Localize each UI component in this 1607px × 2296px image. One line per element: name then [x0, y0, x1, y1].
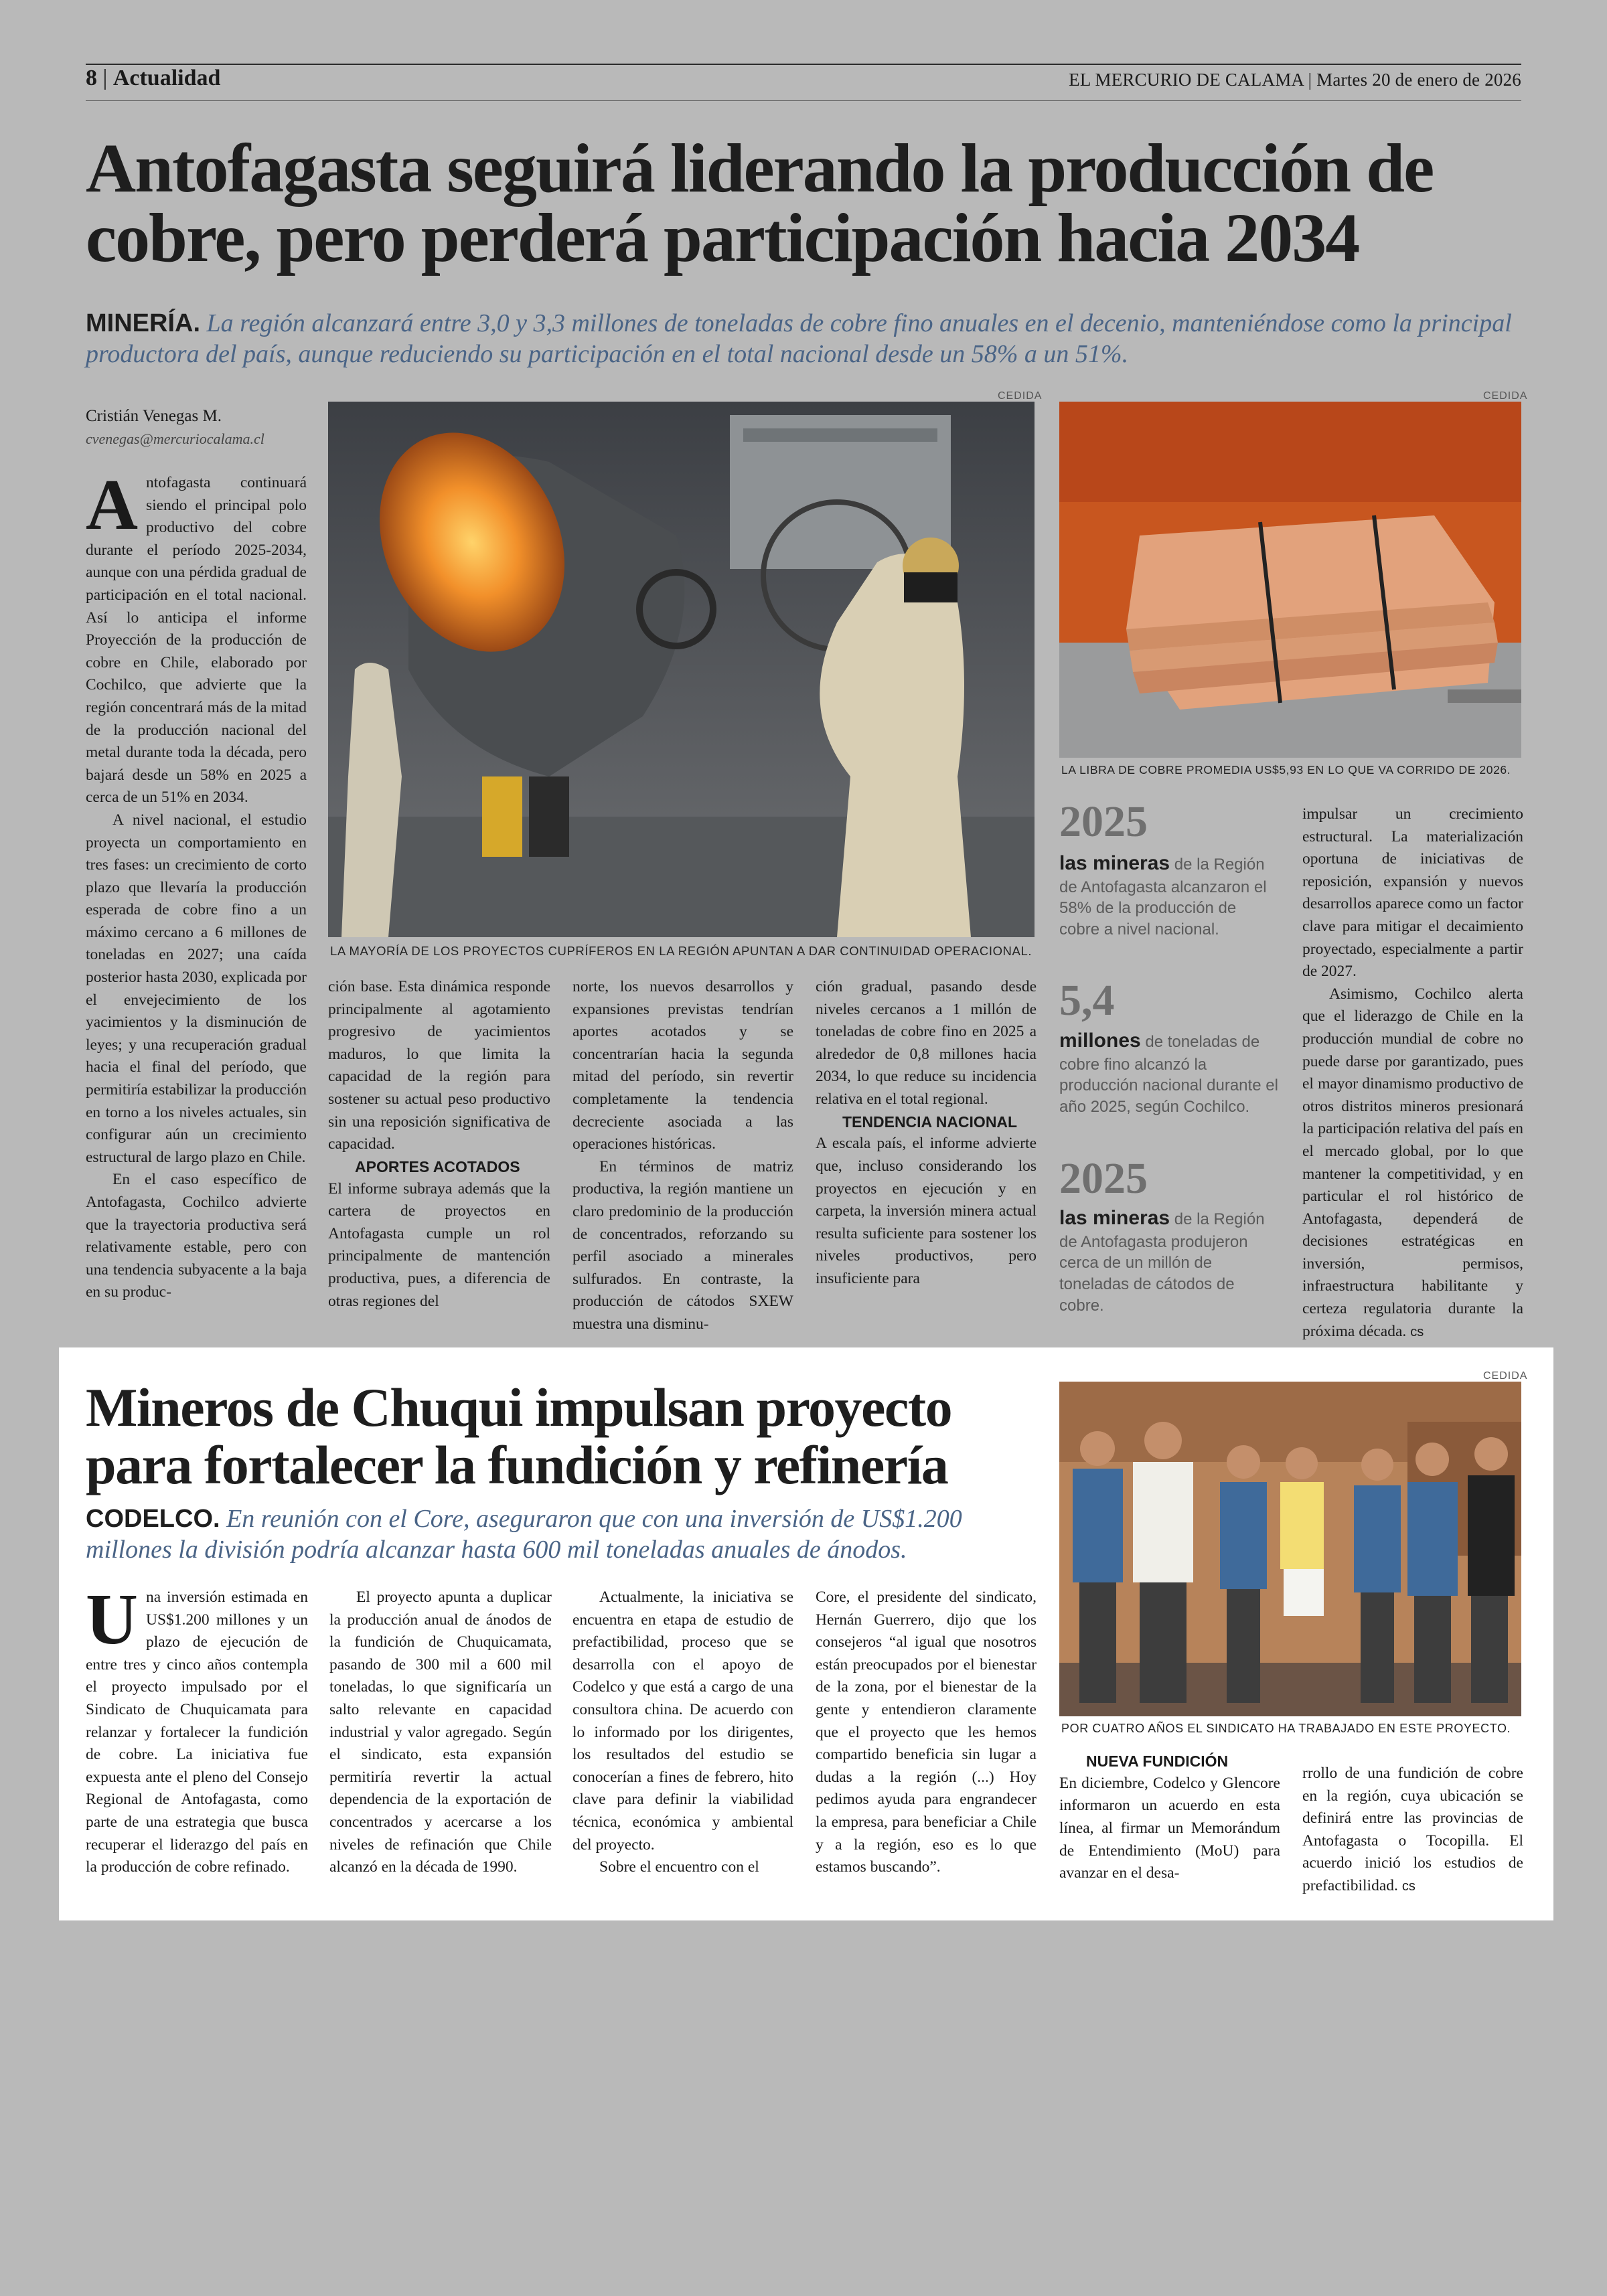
article2-paragraph: rrollo de una fundición de cobre en la región, cuya ubicación se definirá entre las provincias de Antofagasta o Tocopilla. El acuerdo inició los estudios de prefactibilidad. cs	[1302, 1765, 1523, 1894]
article1-paragraph: A escala país, el informe advierte que, incluso considerando los proyectos en ejecución y en carpeta, la inversión minera actual resulta suficiente para sostener los niveles productivos, pero insuficiente para	[816, 1135, 1037, 1287]
photo3-credit: CEDIDA	[1483, 1370, 1528, 1382]
copper-cathodes-illustration	[1059, 402, 1521, 758]
article1-paragraph: En el caso específico de Antofagasta, Cochilco advierte que la trayectoria productiva será relativamente estable, pero con una tendencia subyacente a la baja en su produc-	[86, 1171, 307, 1301]
stat2-value: 5,4	[1059, 976, 1115, 1025]
photo1-credit: CEDIDA	[998, 390, 1043, 402]
article2-deck	[86, 1503, 1050, 1566]
stat3-value: 2025	[1059, 1154, 1148, 1203]
article2-kicker: CODELCO.	[86, 1505, 220, 1533]
article2-dropcap: U	[86, 1580, 138, 1659]
article1-column-4	[816, 976, 1037, 1291]
header-rule-bottom	[86, 100, 1521, 101]
article2-column-5	[1059, 1750, 1280, 1885]
article1-column-6	[1302, 803, 1523, 1343]
article2-paragraph: El proyecto apunta a duplicar la producción anual de ánodos de la fundición de Chuquicamata, pasando de 300 mil a 600 mil toneladas, lo que significaría un salto relevante en capacidad industrial y valor agregado. Según el sindicato, esta expansión permitiría revertir la actual dependencia de la exportación de concentrados y acercarse a los niveles de refinación que Chile alcanzó en la década de 1990.	[329, 1588, 552, 1876]
photo1-caption: LA MAYORÍA DE LOS PROYECTOS CUPRÍFEROS EN LA REGIÓN APUNTAN A DAR CONTINUIDAD OPERACIONAL.	[330, 944, 1032, 958]
article2-paragraph: Una inversión estimada en US$1.200 millones y un plazo de ejecución de entre tres y cinco años contempla el proyecto impulsado por el Sindicato de Chuquicamata para relanzar y fortalecer la fundición de cobre. La iniciativa fue expuesta ante el pleno del Consejo Regional de Antofagasta, como parte de una estrategia que busca recuperar el liderazgo del país en la producción de cobre refinado.	[86, 1580, 308, 1876]
photo2-caption: LA LIBRA DE COBRE PROMEDIA US$5,93 EN LO QUE VA CORRIDO DE 2026.	[1061, 763, 1511, 776]
header-rule-top	[86, 64, 1521, 65]
article1-paragraph: El informe subraya además que la cartera de proyectos en Antofagasta cumple un rol principalmente de mantención productiva, pues, a diferencia de otras regiones del	[328, 1179, 550, 1310]
end-mark-icon: cs	[1401, 1878, 1415, 1894]
article1-paragraph: En términos de matriz productiva, la región mantiene un claro predominio de la producción de concentrados, reforzando su perfil asociado a minerales sulfurados. En contraste, la producción de cátodos SXEW muestra una disminu-	[572, 1157, 793, 1333]
article1-paragraph: norte, los nuevos desarrollos y expansiones previstas tendrían aportes acotados y se concentrarían hacia la segunda mitad del período, sin revertir completamente la tendencia decreciente asociada a las operaciones históricas.	[572, 978, 793, 1153]
section-name: Actualidad	[112, 66, 221, 90]
author-email: cvenegas@mercuriocalama.cl	[86, 430, 264, 447]
article2-subhead: NUEVA FUNDICIÓN	[1086, 1752, 1229, 1770]
article2-column-2	[329, 1586, 552, 1879]
article1-deck-text: La región alcanzará entre 3,0 y 3,3 millones de toneladas de cobre fino anuales en el decenio, manteniéndose como la principal productora del país, aunque reduciendo su participación en el total nacional desde un 58% a un 51%.	[86, 309, 1512, 369]
article1-paragraph: Antofagasta continuará siendo el principal polo productivo del cobre durante el período 2025-2034, aunque con una pérdida gradual de participación en el total nacional. Así lo anticipa el informe Proyección de la producción de cobre en Chile, elaborado por Cochilco, que advierte que la región concentrará más de la mitad de la producción nacional del metal durante toda la década, pero bajará desde un 58% en 2025 a cerca de un 51% en 2034.	[86, 465, 307, 807]
article1-paragraph: Asimismo, Cochilco alerta que el liderazgo de Chile en la producción mundial de cobre no puede darse por garantizado, pues el mayor dinamismo productivo de otros distritos mineros presionará la participación relativa del país en el mercado global, por lo que mantener la competitividad, y en particular el rol histórico de Antofagasta, dependerá de decisiones estratégicas en inversión, permisos, infraestructura habilitante y certeza regulatoria durante la próxima década. cs	[1302, 985, 1523, 1340]
article2-headline: Mineros de Chuqui impulsan proyecto para fortalecer la fundición y refinería	[86, 1377, 952, 1496]
photo-copper-cathodes	[1059, 402, 1521, 758]
stat2-text: millones de toneladas de cobre fino alcanzó la producción nacional durante el año 2025, según Cochilco.	[1059, 1030, 1278, 1116]
article2-paragraph: Actualmente, la iniciativa se encuentra en etapa de estudio de prefactibilidad, proceso que se desarrolla con el apoyo de Codelco y que está a cargo de una consultora china. De acuerdo con lo informado por los dirigentes, los resultados del estudio se conocerían a fines de febrero, hito clave para definir la viabilidad técnica, económica y ambiental del proyecto.	[572, 1588, 793, 1854]
page-number: 8	[86, 66, 97, 90]
article2-paragraph: En diciembre, Codelco y Glencore informaron un acuerdo en esta línea, al firmar un Memorándum de Entendimiento (MoU) para avanzar en el desa-	[1059, 1774, 1280, 1882]
photo-foundry-workers	[328, 402, 1035, 937]
photo2-credit: CEDIDA	[1483, 390, 1528, 402]
foundry-photo-illustration	[328, 402, 1035, 937]
photo-union-group	[1059, 1382, 1521, 1716]
article1-dropcap: A	[86, 465, 138, 545]
article2-deck-text: En reunión con el Core, aseguraron que con una inversión de US$1.200 millones la división podría alcanzar hasta 600 mil toneladas anuales de ánodos.	[86, 1505, 962, 1564]
newspaper-name: EL MERCURIO DE CALAMA	[1069, 70, 1304, 90]
issue-date: Martes 20 de enero de 2026	[1316, 70, 1521, 90]
article1-subhead: TENDENCIA NACIONAL	[842, 1113, 1018, 1131]
article2-column-1	[86, 1580, 308, 1879]
photo3-caption: POR CUATRO AÑOS EL SINDICATO HA TRABAJADO EN ESTE PROYECTO.	[1061, 1722, 1511, 1735]
article2-paragraph: Core, el presidente del sindicato, Hernán Guerrero, dijo que los consejeros “al igual que nosotros están preocupados por el bienestar de la zona, por el bienestar de la gente y entendieron claramente que el proyecto que les hemos compartido beneficia sin lugar a dudas a la región (...) Hoy pedimos ayuda para engrandecer la empresa, para beneficiar a Chile y a la región, eso es lo que estamos buscando”.	[816, 1588, 1037, 1876]
article1-column-1	[86, 465, 307, 1304]
article2-paragraph: Sobre el encuentro con el	[599, 1858, 759, 1876]
article1-paragraph: ción gradual, pasando desde niveles cercanos a 1 millón de toneladas de cobre fino en 2025 a alrededor de 0,8 millones hacia 2034, lo que reduce su incidencia relativa en el total regional.	[816, 978, 1037, 1108]
article2-column-6	[1302, 1762, 1523, 1898]
article1-subhead: APORTES ACOTADOS	[355, 1157, 520, 1175]
page-section-label: 8 | Actualidad	[86, 66, 221, 90]
article1-kicker: MINERÍA.	[86, 309, 200, 337]
article2-column-3	[572, 1586, 793, 1879]
masthead-info: EL MERCURIO DE CALAMA | Martes 20 de enero de 2026	[1069, 70, 1521, 90]
stat1-value: 2025	[1059, 797, 1148, 846]
article1-headline: Antofagasta seguirá liderando la producción de cobre, pero perderá participación hacia 2034	[86, 130, 1434, 276]
article1-deck	[86, 308, 1525, 370]
author-name: Cristián Venegas M.	[86, 407, 222, 425]
article1-column-3	[572, 976, 793, 1336]
article1-paragraph: ción base. Esta dinámica responde principalmente al agotamiento progresivo de yacimientos maduros, lo que limita la capacidad de la región para sostener su actual peso productivo sin una reposición significativa de capacidad.	[328, 978, 550, 1153]
stat3-text: las mineras de la Región de Antofagasta produjeron cerca de un millón de toneladas de cátodos de cobre.	[1059, 1207, 1265, 1315]
article1-column-2	[328, 976, 550, 1313]
article1-paragraph: impulsar un crecimiento estructural. La materialización oportuna de iniciativas de reposición, expansión y nuevos desarrollos aparece como un factor clave para mitigar el decaimiento proyectado, especialmente a partir de 2027.	[1302, 805, 1523, 981]
article1-paragraph: A nivel nacional, el estudio proyecta un comportamiento en tres fases: un crecimiento de corto plazo que llevaría la producción esperada de cobre fino a un máximo cercano a 6 millones de toneladas en 2027; una caída posterior hasta 2030, explicada por el envejecimiento de los yacimientos y la disminución de leyes; y una recuperación gradual hacia el final del período, que permitiría estabilizar la producción en torno a los niveles actuales, sin configurar aún un crecimiento estructural de largo plazo en Chile.	[86, 811, 307, 1166]
article2-column-4	[816, 1586, 1037, 1879]
stat1-text: las mineras de la Región de Antofagasta alcanzaron el 58% de la producción de cobre a nivel nacional.	[1059, 852, 1267, 938]
group-photo-illustration	[1059, 1382, 1521, 1716]
end-mark-icon: cs	[1410, 1324, 1424, 1339]
